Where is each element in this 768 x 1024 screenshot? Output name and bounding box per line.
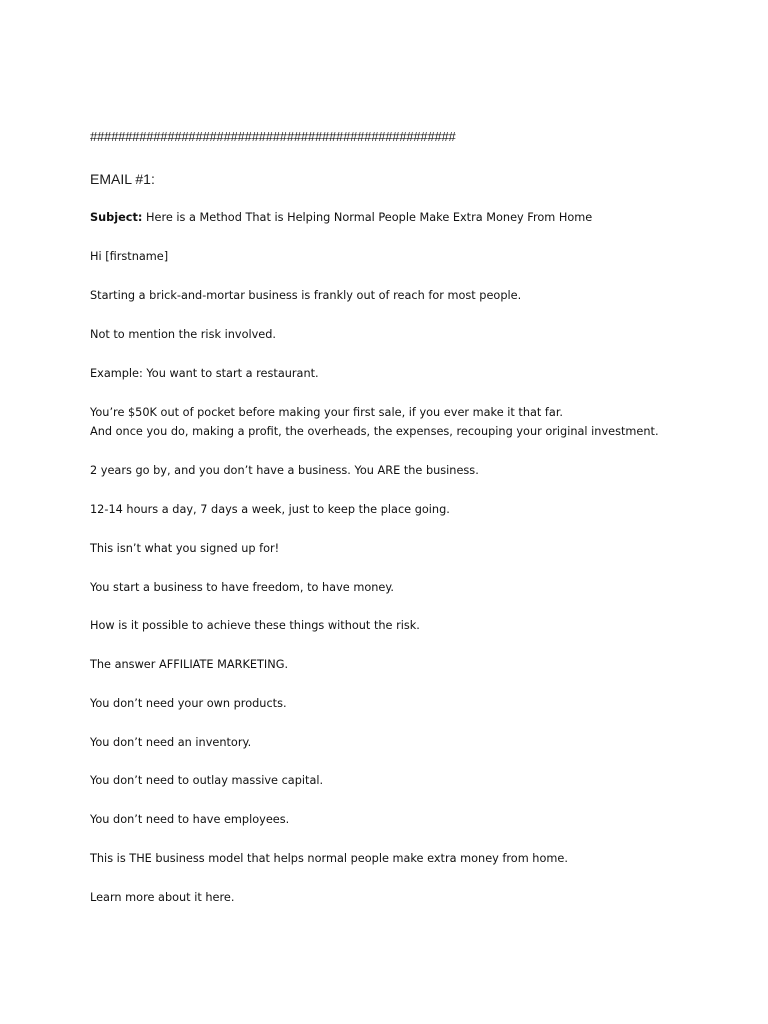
paragraph-line: You’re $50K out of pocket before making your first sale, if you ever make it that far.: [90, 406, 564, 419]
greeting: Hi [firstname]: [90, 250, 169, 263]
subject-line: [90, 208, 592, 227]
paragraph-line: This is THE business model that helps normal people make extra money from home.: [90, 852, 568, 865]
paragraph-line: You don’t need to outlay massive capital.: [90, 774, 324, 787]
paragraph-line: You don’t need your own products.: [90, 697, 287, 710]
subject-label: Subject:: [90, 211, 143, 224]
paragraph-line: This isn’t what you signed up for!: [90, 542, 280, 555]
paragraph-line: The answer AFFILIATE MARKETING.: [90, 658, 289, 671]
paragraph-line: You start a business to have freedom, to have money.: [90, 581, 395, 594]
paragraph-line: How is it possible to achieve these things without the risk.: [90, 619, 420, 632]
paragraph-line: Example: You want to start a restaurant.: [90, 367, 319, 380]
email-heading: EMAIL #1:: [90, 171, 155, 187]
paragraph-line: 2 years go by, and you don’t have a business. You ARE the business.: [90, 464, 479, 477]
hash-divider: ####################################################: [90, 129, 456, 144]
paragraph-line: Not to mention the risk involved.: [90, 328, 277, 341]
paragraph-line: Starting a brick-and-mortar business is frankly out of reach for most people.: [90, 289, 522, 302]
paragraph-line: You don’t need an inventory.: [90, 736, 252, 749]
paragraph-line: 12-14 hours a day, 7 days a week, just to keep the place going.: [90, 503, 450, 516]
paragraph-line: And once you do, making a profit, the overheads, the expenses, recouping your original investment.: [90, 425, 659, 438]
paragraph-line: Learn more about it here.: [90, 891, 235, 904]
subject-text: Here is a Method That is Helping Normal People Make Extra Money From Home: [142, 211, 593, 224]
paragraph-line: You don’t need to have employees.: [90, 813, 290, 826]
